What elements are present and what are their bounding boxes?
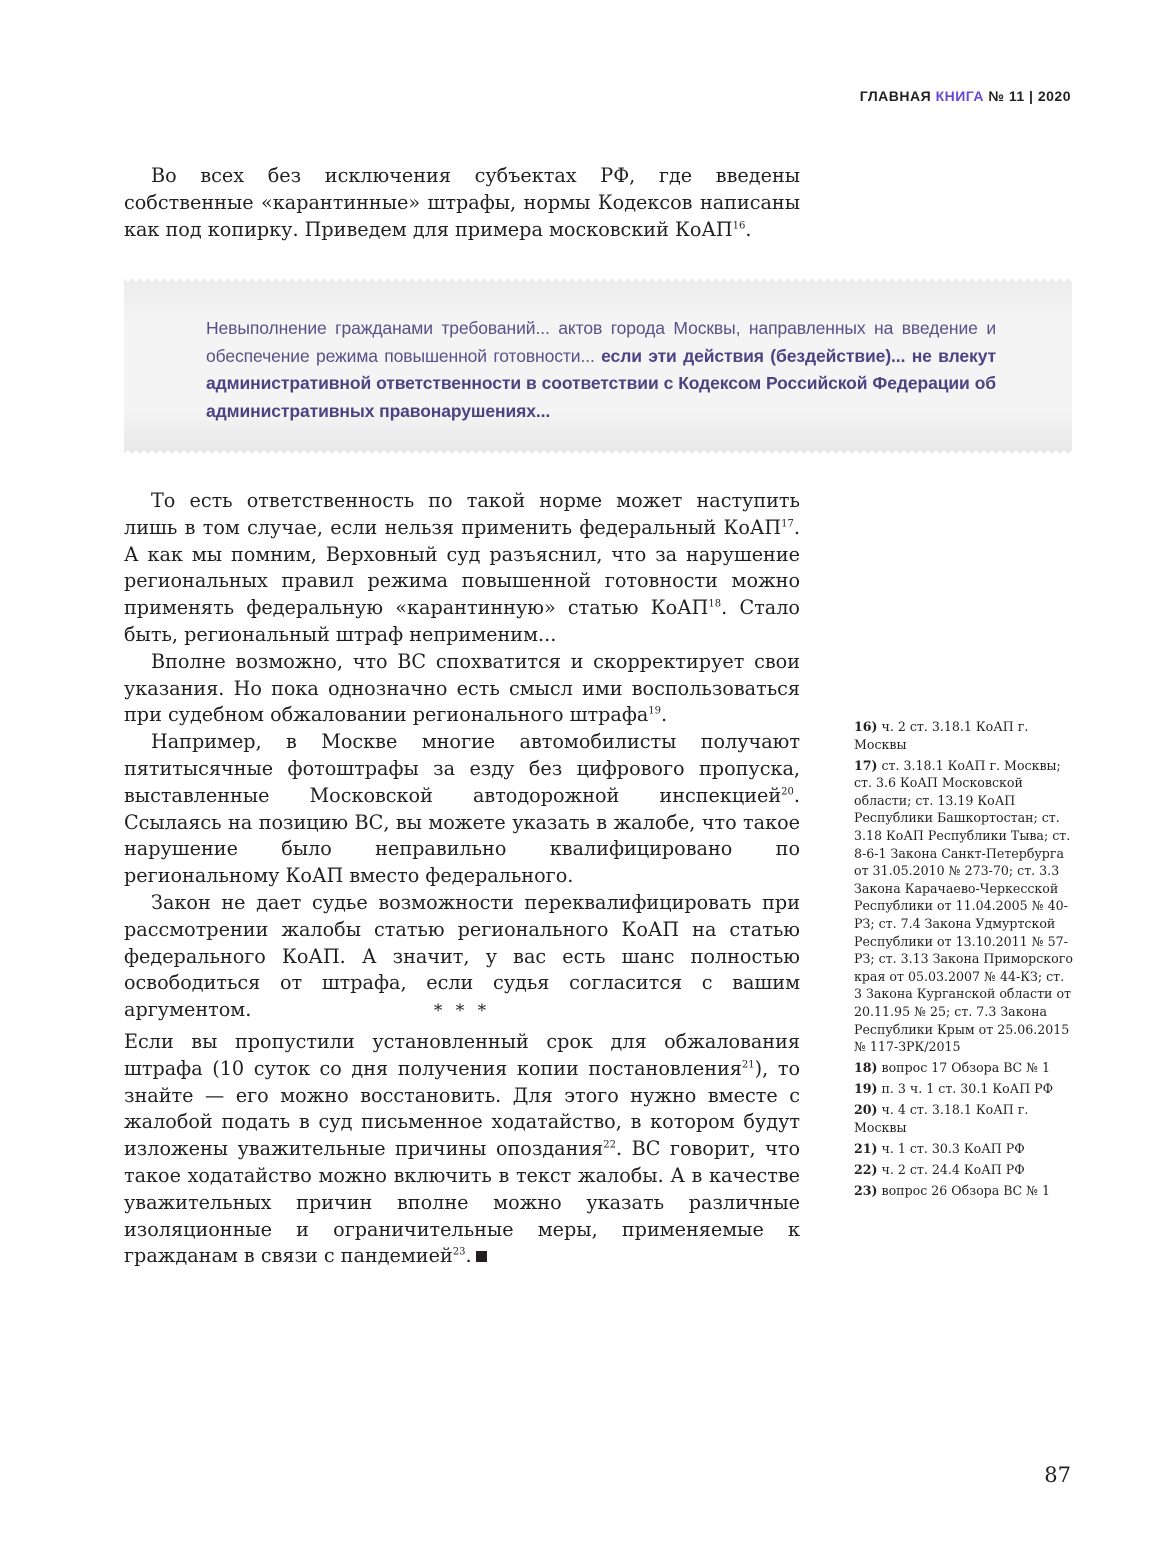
footnote-text: п. 3 ч. 1 ст. 30.1 КоАП РФ — [881, 1081, 1054, 1097]
footnote-ref-20[interactable]: 20 — [781, 786, 794, 798]
footnotes-column — [854, 718, 1076, 1203]
footnote-22 — [854, 1161, 1076, 1179]
footnote-18 — [854, 1059, 1076, 1077]
p2-text-a: Вполне возможно, что ВС спохватится и скорректирует свои указания. Но пока однозначно есть смысл ими воспользоваться при судебном обжаловании регионального штрафа — [124, 649, 800, 727]
quote-bold: если эти действия (бездействие)... не влекут административной ответственности в соответствии с Кодексом Российской Федерации об административных правонарушениях... — [206, 345, 997, 421]
issue-number: № 11 | 2020 — [988, 88, 1071, 104]
intro-end: . — [745, 217, 752, 241]
footnote-text: ст. 3.18.1 КоАП г. Москвы; ст. 3.6 КоАП Московской области; ст. 13.19 КоАП Республики Башкортостан; ст. 3.18 КоАП Республики Тыва; ст. 8-6-1 Закона Санкт-Петербурга от 31.05.2010 № 273-70; ст. 3.3 Закона Карачаево-Черкесской Республики от 11.04.2005 № 40-РЗ; ст. 7.4 Закона Удмуртской Республики от 13.10.2011 № 57-РЗ; ст. 3.13 Закона Приморского края от 05.03.2007 № 44-КЗ; ст. 3 Закона Курганской области от 20.11.95 № 25; ст. 7.3 Закона Республики Крым от 25.06.2015 № 117-ЗРК/2015 — [854, 757, 1073, 1055]
brand-kniga: КНИГА — [935, 88, 984, 104]
final-text-a: Если вы пропустили установленный срок для обжалования штрафа (10 суток со дня получения копии постановления — [124, 1030, 800, 1080]
final-text-c: . ВС говорит, что такое ходатайство можно включить в текст жалобы. А в качестве уважительных причин вполне можно указать различные изоляционные и ограничительные меры, применяемые к гражданам в связи с пандемией — [124, 1137, 800, 1268]
p3-text-a: Например, в Москве многие автомобилисты получают пятитысячные фотоштрафы за езду без цифрового пропуска, выставленные Московской автодорожной инспекцией — [124, 730, 800, 807]
footnote-number: 22) — [854, 1162, 878, 1178]
final-text-d: . — [465, 1244, 472, 1268]
p1-text-c: . Стало быть, региональный штраф неприменим... — [124, 596, 800, 646]
footnote-text: ч. 4 ст. 3.18.1 КоАП г. Москвы — [854, 1102, 1029, 1136]
intro-text: Во всех без исключения субъектах РФ, где введены собственные «карантинные» штрафы, нормы Кодексов написаны как под копирку. Приведем для примера московский КоАП — [124, 164, 800, 241]
footnote-number: 16) — [854, 719, 878, 734]
footnote-ref-17[interactable]: 17 — [781, 518, 794, 530]
footnote-text: ч. 2 ст. 3.18.1 КоАП г. Москвы — [854, 719, 1029, 752]
footnote-number: 19) — [854, 1081, 878, 1097]
footnote-text: ч. 1 ст. 30.3 КоАП РФ — [881, 1141, 1025, 1157]
footnote-text: вопрос 26 Обзора ВС № 1 — [881, 1183, 1051, 1199]
intro-paragraph — [124, 163, 800, 243]
footnote-ref-16[interactable]: 16 — [732, 220, 746, 232]
footnote-text: ч. 2 ст. 24.4 КоАП РФ — [881, 1162, 1025, 1178]
quote-normal: Невыполнение гражданами требований... актов города Москвы, направленных на введение и обеспечение режима повышенной готовности... — [206, 318, 996, 366]
final-paragraph — [124, 1029, 800, 1270]
footnote-ref-22[interactable]: 22 — [603, 1139, 616, 1151]
footnote-number: 20) — [854, 1102, 878, 1118]
p1-text-a: То есть ответственность по такой норме может наступить лишь в том случае, если нельзя применить федеральный КоАП — [124, 489, 800, 539]
body-paragraph-4: Закон не дает судье возможности переквалифицировать при рассмотрении жалобы статью регионального КоАП на статью федерального КоАП. А значит, у вас есть шанс полностью освободиться от штрафа, если судья согласится с вашим аргументом. — [124, 890, 800, 1022]
footnote-21 — [854, 1140, 1076, 1158]
footnote-ref-23[interactable]: 23 — [452, 1246, 466, 1258]
footnote-23 — [854, 1182, 1076, 1200]
body-paragraph-3 — [124, 729, 800, 890]
end-of-article-mark — [476, 1251, 487, 1262]
footnote-19 — [854, 1080, 1076, 1098]
final-section — [124, 1029, 800, 1270]
p1-text-b: . А как мы помним, Верховный суд разъяснил, что за нарушение региональных правил режима повышенной готовности можно применять федеральную «карантинную» статью КоАП — [124, 515, 800, 620]
footnote-16 — [854, 718, 1076, 753]
running-header — [860, 88, 1071, 104]
p3-text-b: . Ссылаясь на позицию ВС, вы можете указать в жалобе, что такое нарушение было неправильно квалифицировано по региональному КоАП вместо федерального. — [124, 783, 800, 888]
page-number: 87 — [1044, 1463, 1071, 1487]
footnote-20 — [854, 1101, 1076, 1136]
law-quote-box — [124, 279, 1072, 453]
main-body — [124, 488, 800, 1024]
p2-text-b: . — [661, 703, 668, 727]
footnote-ref-18[interactable]: 18 — [708, 598, 722, 610]
footnote-text: вопрос 17 Обзора ВС № 1 — [881, 1060, 1051, 1076]
footnote-number: 21) — [854, 1141, 878, 1157]
footnote-number: 23) — [854, 1183, 878, 1199]
section-separator: * * * — [433, 1001, 491, 1021]
footnote-17 — [854, 757, 1076, 1056]
footnote-number: 17) — [854, 757, 878, 773]
footnote-ref-19[interactable]: 19 — [648, 705, 662, 717]
footnote-number: 18) — [854, 1060, 878, 1076]
body-paragraph-1 — [124, 488, 800, 649]
footnote-ref-21[interactable]: 21 — [741, 1059, 755, 1071]
final-text-b: ), то знайте — его можно восстановить. Для этого нужно вместе с жалобой подать в суд письменное ходатайство, в котором будут изложены уважительные причины опоздания — [124, 1056, 800, 1161]
law-quote — [206, 315, 996, 425]
body-paragraph-2 — [124, 649, 800, 729]
brand-glavnaya: ГЛАВНАЯ — [859, 88, 932, 104]
